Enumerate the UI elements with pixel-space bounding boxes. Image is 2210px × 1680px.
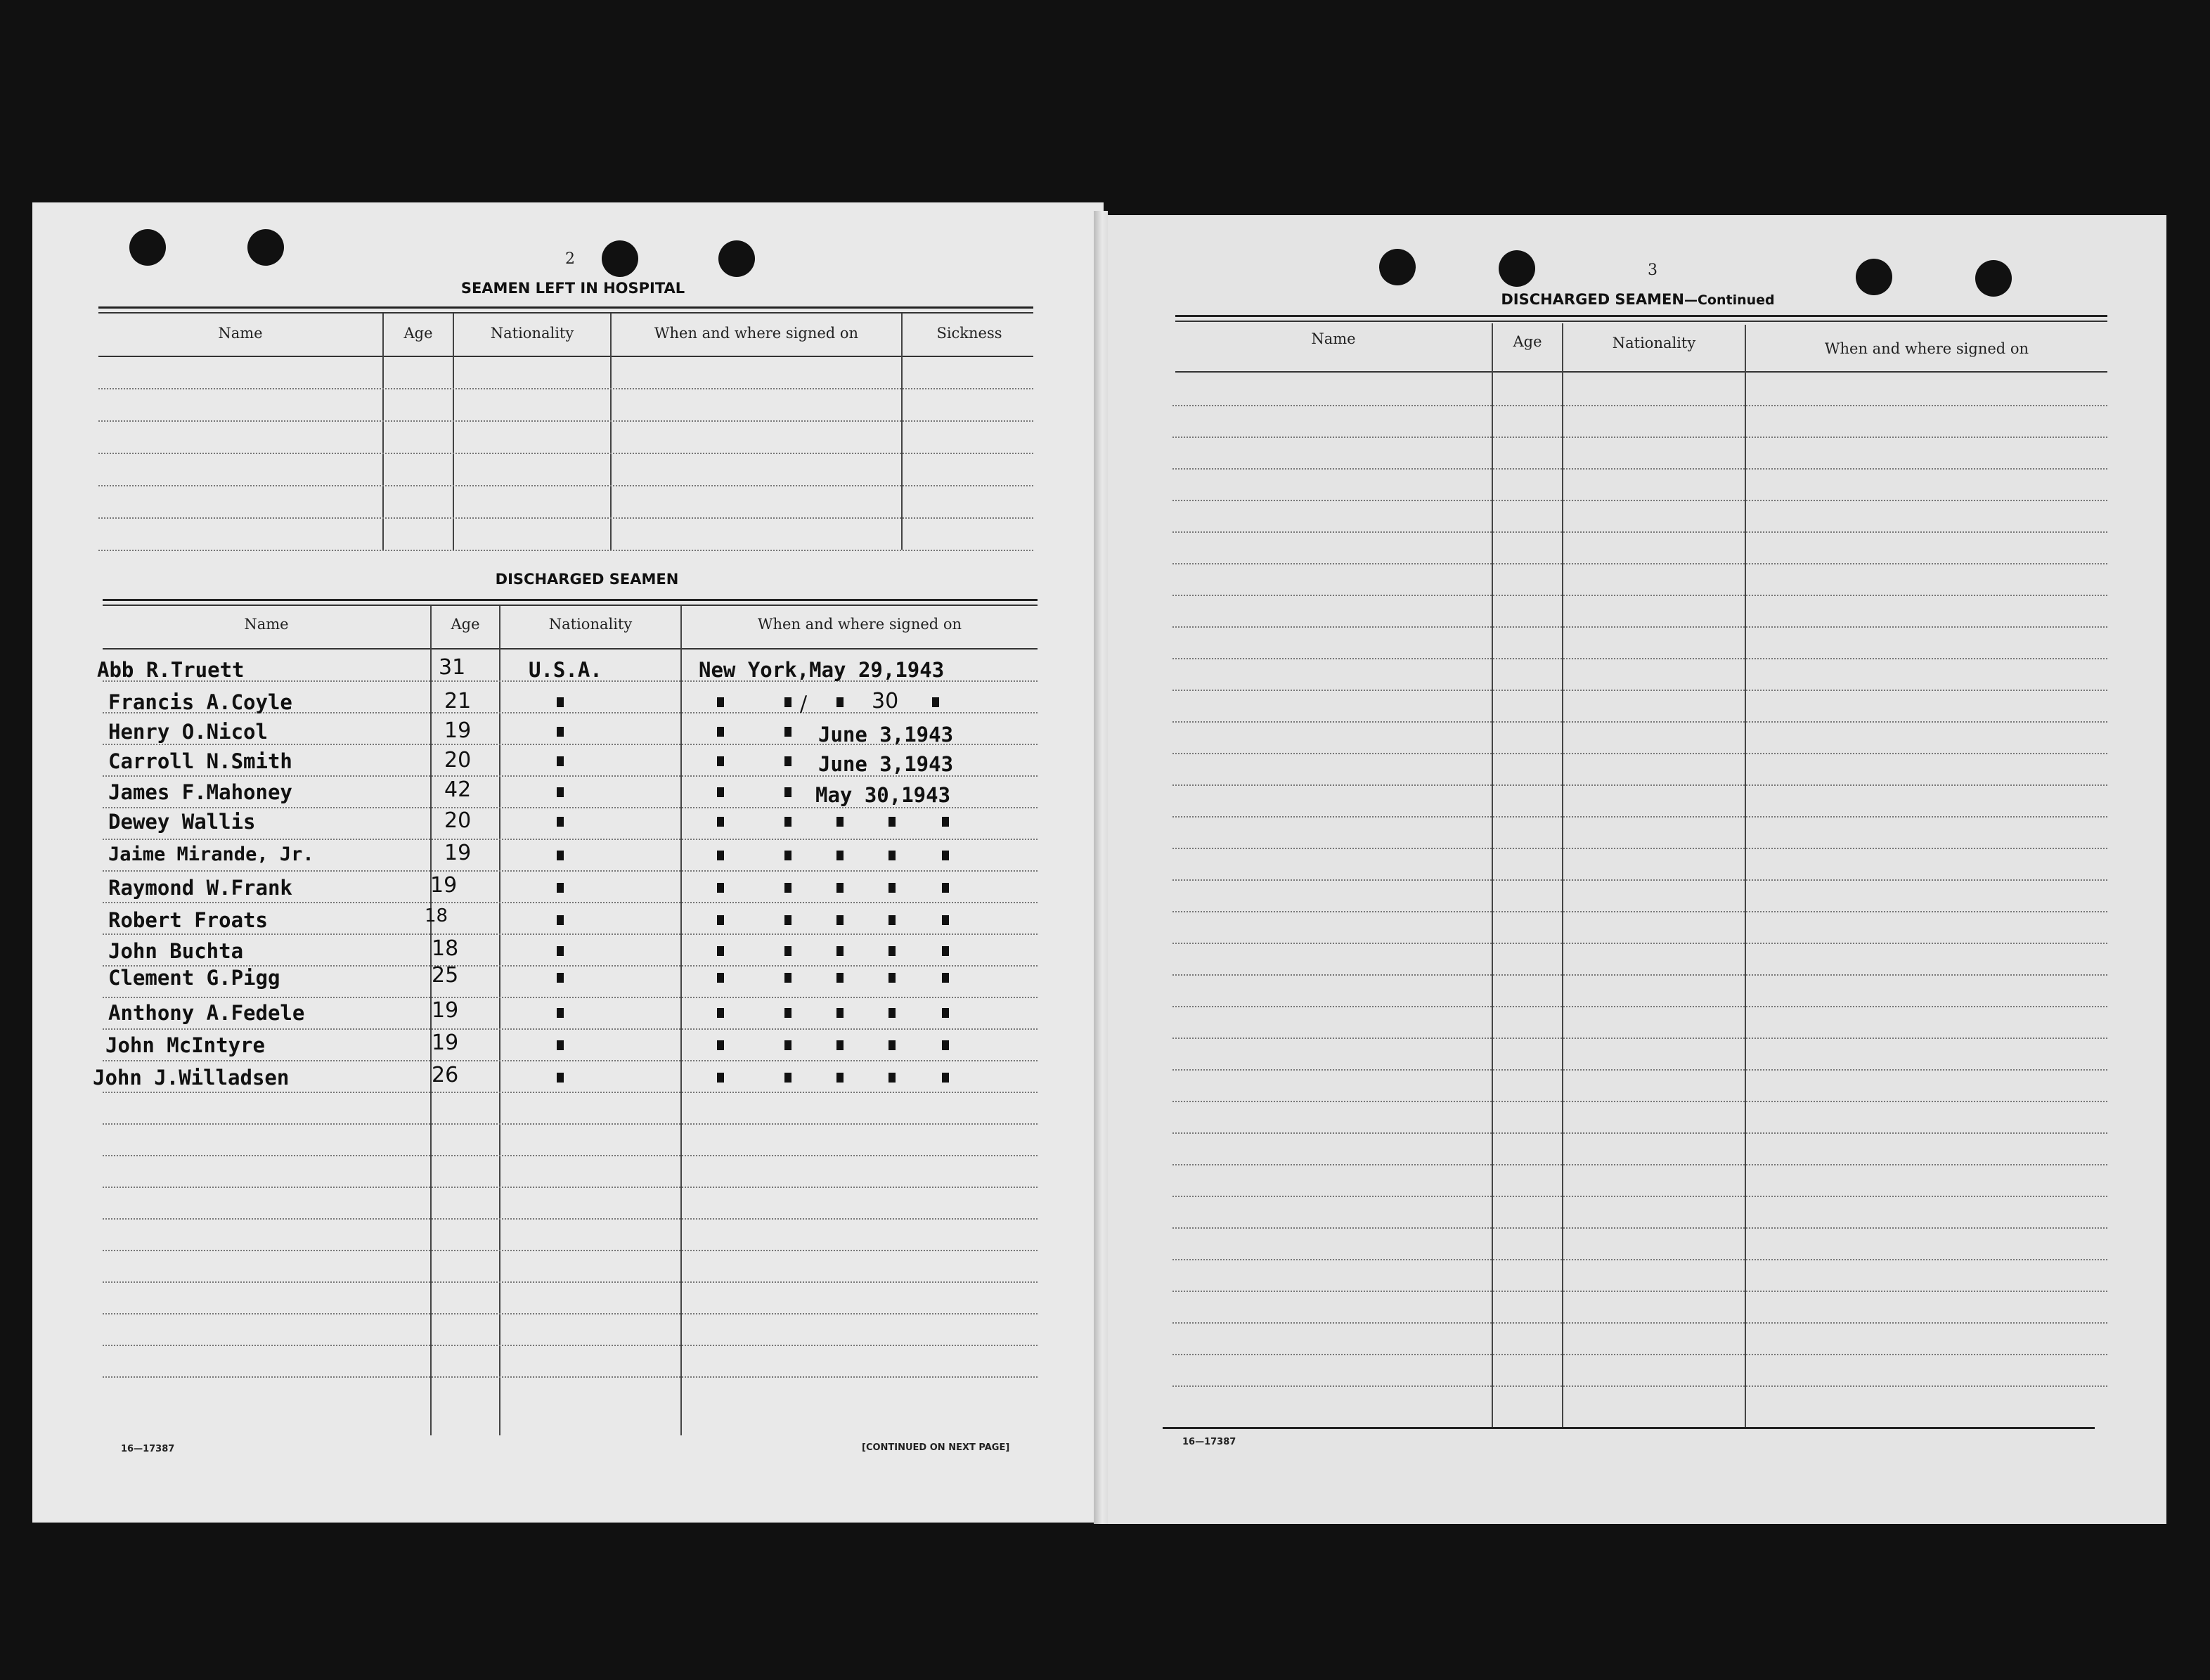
- ditto-mark: [888, 851, 896, 860]
- table-rule: [103, 648, 1038, 650]
- row-line: [103, 1187, 1038, 1188]
- ditto-mark: [888, 1008, 896, 1018]
- row-line: [1172, 1354, 2107, 1355]
- row-line: [1172, 943, 2107, 944]
- ditto-mark: [888, 1073, 896, 1083]
- ditto-mark: [557, 1040, 564, 1050]
- seaman-name: Henry O.Nicol: [108, 720, 268, 744]
- row-line: [98, 388, 1033, 389]
- seaman-name: John J.Willadsen: [93, 1066, 290, 1090]
- ditto-mark: [557, 817, 564, 827]
- discharged-continued-title: [1476, 291, 1799, 308]
- row-line: [1172, 658, 2107, 659]
- form-number: 16—17387: [121, 1444, 175, 1454]
- row-line: [98, 517, 1033, 519]
- seaman-age: 20: [444, 748, 472, 773]
- ditto-mark: [557, 1008, 564, 1018]
- ditto-mark: [717, 1040, 724, 1050]
- ditto-mark: [836, 851, 844, 860]
- title-text: DISCHARGED SEAMEN: [1501, 291, 1684, 308]
- ditto-mark: [942, 915, 949, 925]
- row-line: [1172, 1006, 2107, 1007]
- ditto-mark: [784, 883, 791, 893]
- row-line: [1172, 721, 2107, 723]
- ditto-mark: [784, 787, 791, 797]
- column-header-signed: When and where signed on: [757, 616, 962, 633]
- column-header-name: Name: [1311, 330, 1356, 347]
- seaman-name: Dewey Wallis: [108, 810, 256, 834]
- row-line: [103, 1060, 1038, 1061]
- ditto-mark: [717, 817, 724, 827]
- column-divider: [382, 314, 384, 550]
- ditto-mark: [557, 883, 564, 893]
- seaman-name: John McIntyre: [105, 1033, 265, 1057]
- ditto-mark: [836, 883, 844, 893]
- row-line: [103, 1376, 1038, 1378]
- column-divider: [680, 606, 682, 1435]
- ditto-mark: [932, 697, 939, 707]
- seaman-signed-on: June 3,1943: [818, 723, 954, 747]
- punch-hole: [247, 229, 284, 266]
- seaman-signed-on: New York,May 29,1943: [699, 658, 945, 682]
- column-divider: [1562, 323, 1563, 1427]
- seaman-age: 25: [432, 963, 459, 988]
- seaman-name: Jaime Mirande, Jr.: [108, 844, 314, 865]
- column-header-name: Name: [244, 616, 289, 633]
- ditto-mark: [717, 727, 724, 737]
- form-number: 16—17387: [1182, 1437, 1236, 1447]
- ditto-mark: [717, 1073, 724, 1083]
- ditto-mark: [836, 946, 844, 956]
- column-header-nationality: Nationality: [548, 616, 633, 633]
- row-line: [1172, 816, 2107, 818]
- seaman-signed-on: June 3,1943: [818, 752, 954, 776]
- ditto-mark: [557, 973, 564, 983]
- seaman-name: Anthony A.Fedele: [108, 1001, 305, 1025]
- seaman-name: Raymond W.Frank: [108, 876, 292, 900]
- column-divider: [610, 314, 612, 550]
- punch-hole: [718, 240, 755, 277]
- row-line: [103, 1313, 1038, 1314]
- ditto-mark: [557, 851, 564, 860]
- ditto-mark: [836, 915, 844, 925]
- column-header-age: Age: [451, 616, 480, 633]
- column-divider: [453, 314, 454, 550]
- seaman-age: 18: [432, 936, 459, 961]
- row-line: [103, 902, 1038, 903]
- seaman-name: Francis A.Coyle: [108, 690, 292, 714]
- seaman-name: Carroll N.Smith: [108, 749, 292, 773]
- row-line: [1172, 753, 2107, 754]
- seaman-age: 21: [444, 689, 472, 713]
- row-line: [103, 870, 1038, 872]
- seaman-age: 42: [444, 777, 472, 802]
- ditto-mark: [942, 817, 949, 827]
- ditto-mark: [888, 1040, 896, 1050]
- page-number: 2: [565, 250, 575, 268]
- ditto-mark: [557, 1073, 564, 1083]
- discharged-section-title: DISCHARGED SEAMEN: [495, 571, 679, 588]
- ditto-mark: [836, 1040, 844, 1050]
- row-line: [98, 550, 1033, 551]
- seaman-age: 19: [444, 841, 472, 865]
- row-line: [103, 839, 1038, 840]
- ditto-mark: [717, 697, 724, 707]
- ditto-mark: [784, 1073, 791, 1083]
- column-divider: [901, 314, 903, 550]
- continued-note: [CONTINUED ON NEXT PAGE]: [862, 1442, 1010, 1453]
- slash-mark: /: [800, 692, 808, 716]
- ditto-mark: [888, 883, 896, 893]
- seaman-age: 19: [432, 1030, 459, 1055]
- ditto-mark: [888, 817, 896, 827]
- row-line: [98, 420, 1033, 422]
- row-line: [1172, 1196, 2107, 1197]
- column-divider: [1745, 325, 1746, 1427]
- seaman-age: 20: [444, 808, 472, 833]
- table-rule: [1175, 315, 2107, 317]
- column-header-age: Age: [403, 325, 433, 342]
- row-line: [1172, 500, 2107, 501]
- ditto-mark: [836, 697, 844, 707]
- row-line: [103, 1092, 1038, 1093]
- column-header-sickness: Sickness: [936, 325, 1002, 342]
- row-line: [1172, 911, 2107, 912]
- seaman-name: James F.Mahoney: [108, 780, 292, 804]
- row-line: [1172, 1038, 2107, 1039]
- page-fold: [1094, 211, 1108, 1524]
- ditto-mark: [836, 973, 844, 983]
- column-divider: [499, 606, 500, 1435]
- row-line: [1172, 531, 2107, 533]
- punch-hole: [1975, 260, 2012, 297]
- ditto-mark: [717, 973, 724, 983]
- right-page: [1101, 215, 2166, 1524]
- punch-hole: [602, 240, 638, 277]
- ditto-mark: [717, 883, 724, 893]
- ditto-mark: [784, 756, 791, 766]
- row-line: [1172, 1385, 2107, 1387]
- seaman-age: 19: [432, 998, 459, 1023]
- column-header-nationality: Nationality: [490, 325, 574, 342]
- column-divider: [1492, 323, 1493, 1427]
- seaman-nationality: U.S.A.: [529, 658, 602, 682]
- row-line: [1172, 437, 2107, 438]
- column-header-nationality: Nationality: [1612, 335, 1696, 351]
- ditto-mark: [717, 946, 724, 956]
- ditto-mark: [784, 915, 791, 925]
- row-line: [1172, 1069, 2107, 1071]
- row-line: [103, 807, 1038, 808]
- punch-hole: [1856, 259, 1892, 295]
- row-line: [1172, 626, 2107, 628]
- ditto-mark: [557, 697, 564, 707]
- column-header-signed: When and where signed on: [1824, 340, 2029, 357]
- ditto-mark: [784, 1008, 791, 1018]
- seaman-age: 19: [444, 718, 472, 743]
- ditto-mark: [784, 973, 791, 983]
- row-line: [1172, 848, 2107, 849]
- row-line: [1172, 1132, 2107, 1134]
- ditto-mark: [717, 1008, 724, 1018]
- ditto-mark: [942, 973, 949, 983]
- row-line: [1172, 468, 2107, 470]
- ditto-mark: [836, 1008, 844, 1018]
- column-header-age: Age: [1513, 333, 1542, 350]
- seaman-age: 18: [425, 905, 448, 926]
- row-line: [1172, 1259, 2107, 1260]
- ditto-mark: [784, 851, 791, 860]
- seaman-name: Clement G.Pigg: [108, 966, 280, 990]
- row-line: [1172, 974, 2107, 976]
- row-line: [103, 1123, 1038, 1125]
- ditto-mark: [942, 946, 949, 956]
- ditto-mark: [836, 817, 844, 827]
- row-line: [1172, 1164, 2107, 1165]
- seaman-age: 31: [439, 655, 466, 680]
- column-header-name: Name: [218, 325, 263, 342]
- table-rule: [1175, 371, 2107, 373]
- punch-hole: [1379, 249, 1416, 285]
- row-line: [103, 1250, 1038, 1251]
- seaman-name: John Buchta: [108, 939, 244, 963]
- ditto-mark: [717, 787, 724, 797]
- ditto-mark: [557, 915, 564, 925]
- ditto-mark: [942, 1008, 949, 1018]
- ditto-mark: [557, 946, 564, 956]
- row-line: [103, 1345, 1038, 1346]
- ditto-mark: [784, 697, 791, 707]
- seaman-age: 26: [432, 1063, 459, 1087]
- ditto-mark: [557, 727, 564, 737]
- ditto-mark: [717, 851, 724, 860]
- ditto-mark: [557, 787, 564, 797]
- ditto-mark: [888, 946, 896, 956]
- row-line: [103, 1281, 1038, 1283]
- row-line: [1172, 1227, 2107, 1229]
- ditto-mark: [784, 946, 791, 956]
- row-line: [1172, 405, 2107, 406]
- seaman-signed-on: May 30,1943: [815, 783, 951, 807]
- row-line: [103, 1155, 1038, 1156]
- row-line: [1172, 879, 2107, 881]
- ditto-mark: [942, 1040, 949, 1050]
- ditto-mark: [717, 915, 724, 925]
- seaman-name: Abb R.Truett: [97, 658, 245, 682]
- table-rule: [98, 312, 1033, 314]
- ditto-mark: [888, 973, 896, 983]
- page-number: 3: [1648, 261, 1658, 279]
- ditto-mark: [942, 883, 949, 893]
- row-line: [1172, 1322, 2107, 1324]
- seaman-signed-on: 30: [872, 689, 899, 713]
- row-line: [103, 1218, 1038, 1220]
- seaman-name: Robert Froats: [108, 908, 268, 932]
- seaman-age: 19: [430, 873, 458, 898]
- row-line: [103, 1028, 1038, 1030]
- column-header-signed: When and where signed on: [654, 325, 859, 342]
- row-line: [103, 997, 1038, 998]
- table-rule: [1163, 1427, 2095, 1429]
- table-rule: [98, 306, 1033, 309]
- table-rule: [1175, 321, 2107, 322]
- punch-hole: [129, 229, 166, 266]
- ditto-mark: [784, 817, 791, 827]
- title-suffix: —Continued: [1684, 292, 1775, 308]
- ditto-mark: [784, 1040, 791, 1050]
- row-line: [98, 453, 1033, 454]
- punch-hole: [1499, 250, 1535, 287]
- table-rule: [98, 356, 1033, 357]
- table-rule: [103, 605, 1038, 606]
- row-line: [1172, 563, 2107, 564]
- hospital-section-title: SEAMEN LEFT IN HOSPITAL: [460, 280, 685, 297]
- ditto-mark: [784, 727, 791, 737]
- row-line: [1172, 1101, 2107, 1102]
- ditto-mark: [942, 851, 949, 860]
- ditto-mark: [836, 1073, 844, 1083]
- row-line: [1172, 690, 2107, 691]
- ditto-mark: [717, 756, 724, 766]
- table-rule: [103, 599, 1038, 601]
- ditto-mark: [557, 756, 564, 766]
- row-line: [1172, 1291, 2107, 1292]
- row-line: [1172, 784, 2107, 786]
- ditto-mark: [942, 1073, 949, 1083]
- row-line: [103, 933, 1038, 935]
- row-line: [98, 485, 1033, 486]
- row-line: [1172, 595, 2107, 596]
- ditto-mark: [888, 915, 896, 925]
